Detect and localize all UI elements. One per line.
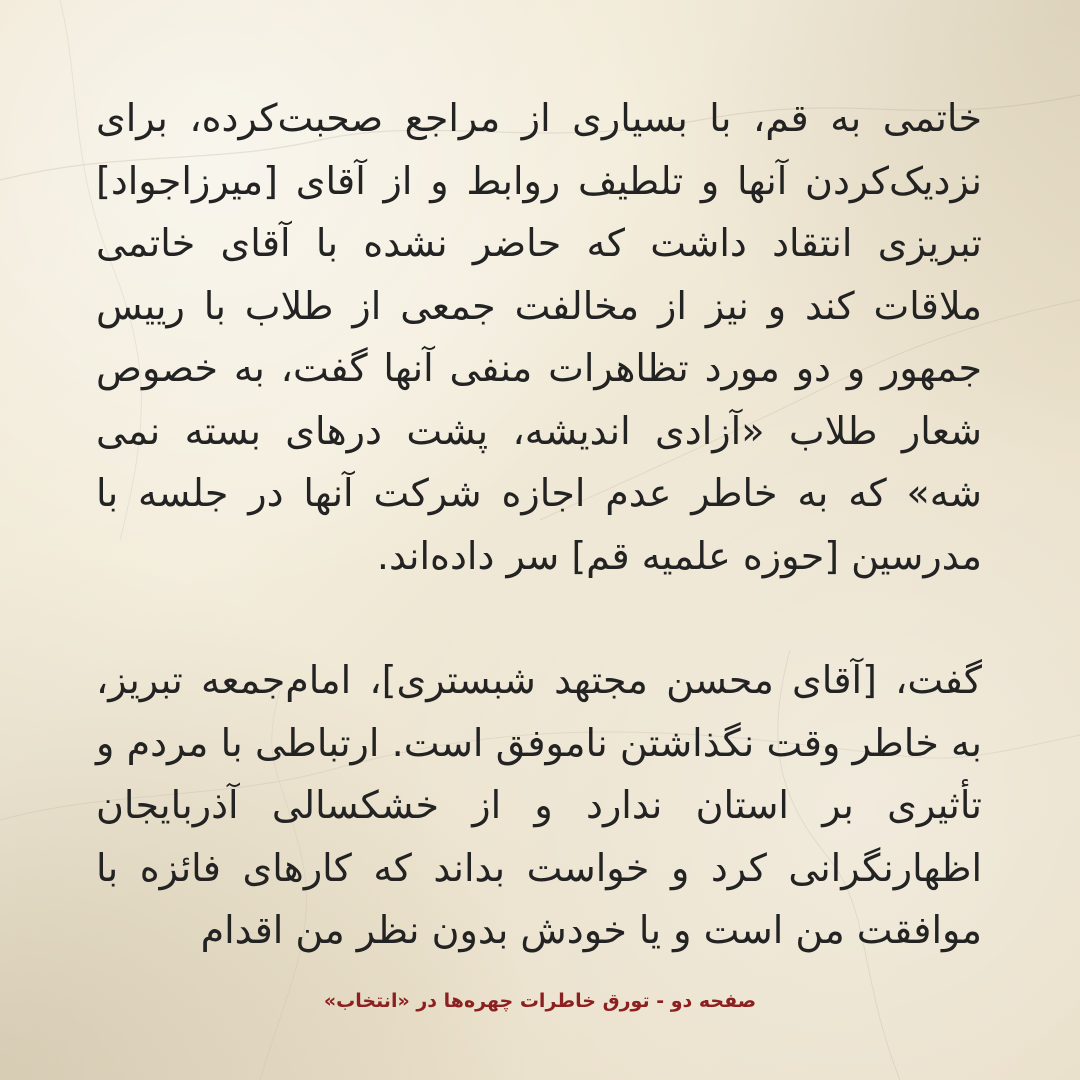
article-text-block (96, 87, 982, 987)
page-footer-caption: صفحه دو - تورق خاطرات چهره‌ها در «انتخاب» (323, 990, 757, 1012)
paragraph-1: خاتمی به قم، با بسیاری از مراجع صحبت‌کرده، برای نزدیک‌کردن آنها و تلطیف روابط و از آقای [میرزاجواد] تبریزی انتقاد داشت که حاضر نشده با آقای خاتمی ملاقات کند و نیز از مخالفت جمعی از طلاب با رییس جمهور و دو مورد تظاهرات منفی آنها گفت، به خصوص شعار طلاب «آزادی اندیشه، پشت درهای بسته نمی شه» که به خاطر عدم اجازه شرکت آنها در جلسه با مدرسین [حوزه علمیه قم] سر داده‌اند. (96, 96, 982, 578)
paragraph-2: گفت، [آقای محسن مجتهد شبستری]، امام‌جمعه تبریز، به خاطر وقت نگذاشتن ناموفق است. ارتباطی با مردم و تأثیری بر استان ندارد و از خشکسالی آذربایجان اظهارنگرانی کرد و خواست بداند که کارهای فائزه با موافقت من است و یا خودش بدون نظر من اقدام (96, 658, 982, 952)
